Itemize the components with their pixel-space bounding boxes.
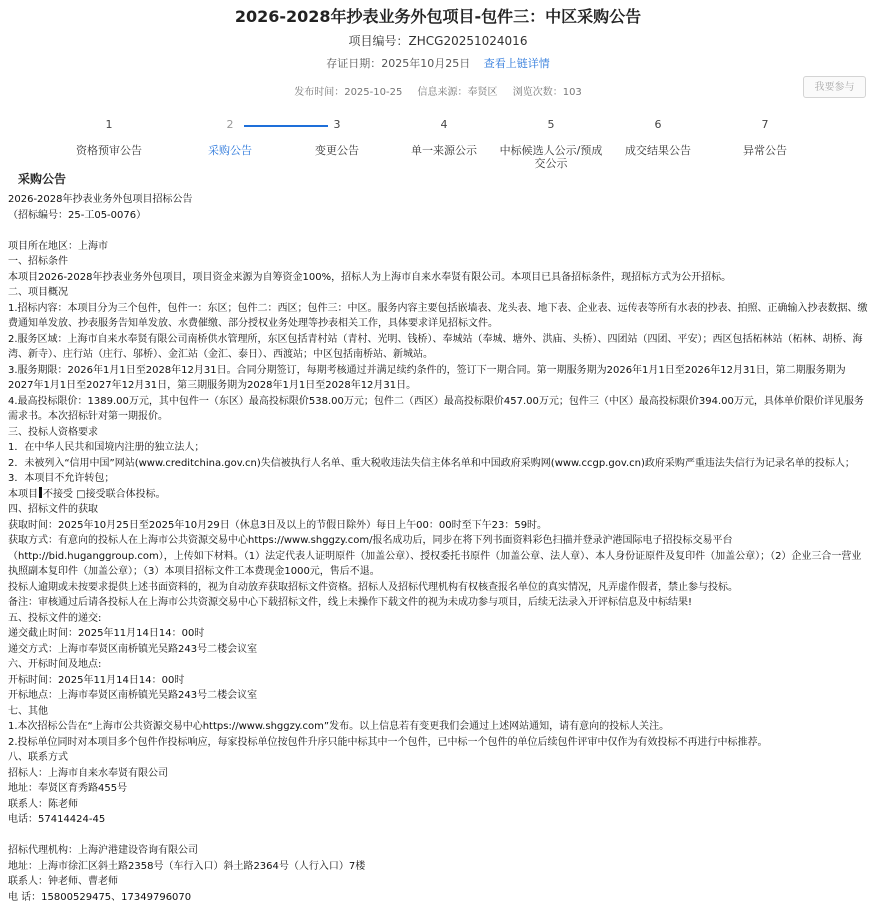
paragraph: 1．在中华人民共和国境内注册的独立法人；: [8, 440, 868, 456]
step-single-source[interactable]: [389, 118, 499, 157]
paragraph: 招标代理机构：上海沪港建设咨询有限公司: [8, 843, 868, 859]
step-candidate[interactable]: [496, 118, 606, 170]
paragraph: 电话：57414424-45: [8, 812, 868, 828]
paragraph: 开标地点：上海市奉贤区南桥镇光吴路243号二楼会议室: [8, 688, 868, 704]
checked-box-icon: [39, 487, 42, 498]
paragraph: 本项目2026-2028年抄表业务外包项目，项目资金来源为自筹资金100%，招标人为上海市自来水奉贤有限公司。本项目已具备招标条件，现招标方式为公开招标。: [8, 270, 868, 286]
consortium-options: 不接受 □接受联合体投标。: [43, 489, 166, 500]
step-result[interactable]: [603, 118, 713, 157]
step-number: 6: [603, 118, 713, 134]
step-number: 3: [282, 118, 392, 134]
paragraph: 开标时间：2025年11月14日14：00时: [8, 673, 868, 689]
project-number: 项目编号：ZHCG20251024016: [0, 32, 876, 49]
step-procurement[interactable]: [175, 118, 285, 157]
step-abnormal[interactable]: [710, 118, 820, 157]
paragraph: 1.招标内容：本项目分为三个包件，包件一：东区；包件二：西区；包件三：中区。服务内容主要包括嵌墙表、龙头表、地下表、企业表、远传表等所有水表的抄表、拍照、正确输入抄表数据、缴费通知单发放、抄表服务告知单发放、水费催缴、部分授权业务处理等抄表相关工作，具体要求详见招标文件。: [8, 301, 868, 332]
heading-conditions: 一、招标条件: [8, 254, 868, 270]
heading-contact: 八、联系方式: [8, 750, 868, 766]
step-label: 采购公告: [175, 144, 285, 157]
paragraph: 递交截止时间：2025年11月14日14：00时: [8, 626, 868, 642]
step-label: 成交结果公告: [603, 144, 713, 157]
paragraph: 投标人逾期或未按要求提供上述书面资料的，视为自动放弃获取招标文件资格。招标人及招标代理机构有权核查报名单位的真实情况，凡弄虚作假者，禁止参与投标。: [8, 580, 868, 596]
consortium-line: [8, 487, 868, 503]
step-prequalification[interactable]: [54, 118, 164, 157]
project-location: 项目所在地区：上海市: [8, 239, 868, 255]
blank-line: [8, 828, 868, 844]
paragraph: 3．本项目不允许转包；: [8, 471, 868, 487]
step-number: 7: [710, 118, 820, 134]
section-title: 采购公告: [18, 170, 66, 187]
step-change[interactable]: [282, 118, 392, 157]
paragraph: 电 话：15800529475、17349796070: [8, 890, 868, 905]
paragraph: 获取时间：2025年10月25日至2025年10月29日（休息3日及以上的节假日除外）每日上午00：00时至下午23：59时。: [8, 518, 868, 534]
chain-details-link[interactable]: 查看上链详情: [484, 57, 550, 70]
step-number: 5: [496, 118, 606, 134]
paragraph: 4.最高投标限价：1389.00万元，其中包件一（东区）最高投标限价538.00万元；包件二（西区）最高投标限价457.00万元；包件三（中区）最高投标限价394.00万元，具体单价限价详见服务需求书。本次招标针对第一期报价。: [8, 394, 868, 425]
paragraph: 2.投标单位同时对本项目多个包件作投标响应，每家投标单位按包件升序只能中标其中一个包件，已中标一个包件的单位后续包件评审中仅作为有效投标不再进行中标推荐。: [8, 735, 868, 751]
info-source: 信息来源：奉贤区: [418, 87, 498, 98]
view-count: 浏览次数：103: [513, 87, 582, 98]
step-number: 1: [54, 118, 164, 134]
heading-opening: 六、开标时间及地点:: [8, 657, 868, 673]
step-label: 异常公告: [710, 144, 820, 157]
paragraph: 招标人：上海市自来水奉贤有限公司: [8, 766, 868, 782]
heading-other: 七、其他: [8, 704, 868, 720]
blank-line: [8, 223, 868, 239]
paragraph: 1.本次招标公告在“上海市公共资源交易中心https://www.shggzy.com”发布。以上信息若有变更我们会通过上述网站通知，请有意向的投标人关注。: [8, 719, 868, 735]
step-label: 中标候选人公示/预成交公示: [496, 144, 606, 170]
doc-title: 2026-2028年抄表业务外包项目招标公告: [8, 192, 868, 208]
step-number: 4: [389, 118, 499, 134]
paragraph: 地址：奉贤区育秀路455号: [8, 781, 868, 797]
heading-qualification: 三、投标人资格要求: [8, 425, 868, 441]
consortium-prefix: 本项目: [8, 489, 38, 500]
step-label: 单一来源公示: [389, 144, 499, 157]
heading-submission: 五、投标文件的递交:: [8, 611, 868, 627]
paragraph: 3.服务期限：2026年1月1日至2028年12月31日。合同分期签订，每期考核通过并满足续约条件的，签订下一期合同。第一期服务期为2026年1月1日至2026年12月31日，第二期服务期为2027年1月1日至2027年12月31日，第三期服务期为2028年1月1日至2028年12月31日。: [8, 363, 868, 394]
save-date: 存证日期：2025年10月25日: [326, 57, 470, 70]
paragraph: 联系人：钟老师、曹老师: [8, 874, 868, 890]
save-date-line: [0, 55, 876, 71]
join-button[interactable]: 我要参与: [803, 76, 866, 98]
meta-info: [0, 83, 876, 98]
paragraph: 2.服务区域：上海市自来水奉贤有限公司南桥供水管理所，东区包括青村站（青村、光明、钱桥）、奉城站（奉城、塘外、洪庙、头桥）、四团站（四团、平安）；西区包括柘林站（柘林、胡桥、海湾、新寺）、庄行站（庄行、邬桥）、金汇站（金汇、泰日）、西渡站；中区包括南桥站、新城站。: [8, 332, 868, 363]
paragraph: 地址：上海市徐汇区斜土路2358号（车行入口）斜土路2364号（人行入口）7楼: [8, 859, 868, 875]
paragraph: 获取方式：有意向的投标人在上海市公共资源交易中心https://www.shggzy.com/报名成功后，同步在将下列书面资料彩色扫描并登录沪港国际电子招投标交易平台（http://bid.huganggroup.com），上传如下材料。（1）法定代表人证明原件（加盖公章）、授权委托书原件（加盖公章、法人章）、本人身份证原件及复印件（加盖公章）；（2）企业三合一营业执照副本复印件（加盖公章）；（3）本项目招标文件工本费现金1000元，售后不退。: [8, 533, 868, 580]
step-label: 变更公告: [282, 144, 392, 157]
paragraph: 备注：审核通过后请各投标人在上海市公共资源交易中心下载招标文件，线上未操作下载文件的视为未成功参与项目，后续无法录入开评标信息及中标结果!: [8, 595, 868, 611]
page-title: 2026-2028年抄表业务外包项目-包件三：中区采购公告: [0, 4, 876, 27]
tender-number: （招标编号：25-工05-0076）: [8, 208, 868, 224]
publish-time: 发布时间：2025-10-25: [294, 87, 402, 98]
paragraph: 2．未被列入“信用中国”网站(www.creditchina.gov.cn)失信被执行人名单、重大税收违法失信主体名单和中国政府采购网(www.ccgp.gov.cn)政府采购严重违法失信行为记录名单的投标人；: [8, 456, 868, 472]
paragraph: 联系人：陈老师: [8, 797, 868, 813]
paragraph: 递交方式：上海市奉贤区南桥镇光吴路243号二楼会议室: [8, 642, 868, 658]
heading-overview: 二、项目概况: [8, 285, 868, 301]
step-number: 2: [175, 118, 285, 134]
step-label: 资格预审公告: [54, 144, 164, 157]
announcement-body: [8, 192, 868, 905]
heading-obtain: 四、招标文件的获取: [8, 502, 868, 518]
